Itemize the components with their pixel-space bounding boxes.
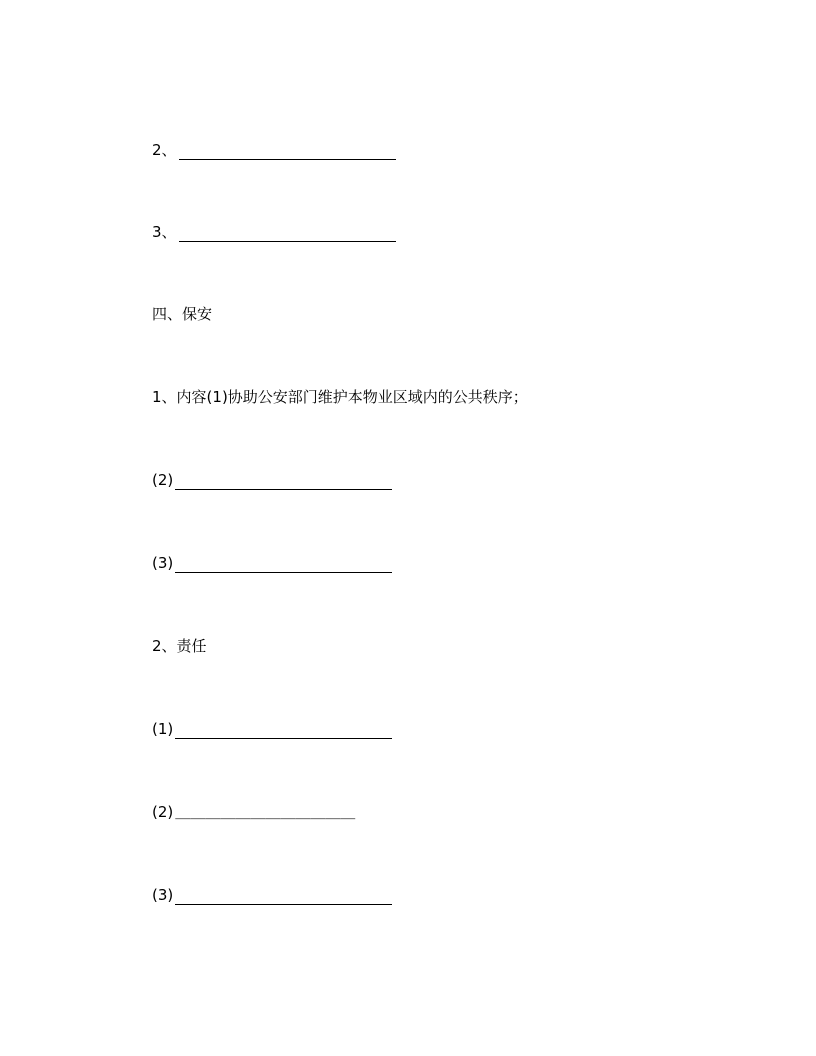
- item-label: (3): [152, 554, 174, 572]
- item-label: (2): [152, 803, 174, 821]
- section-heading-security: [152, 304, 212, 324]
- item-label: (1): [152, 720, 174, 738]
- item-2-line: [152, 140, 396, 160]
- responsibility-item-2-line: [152, 802, 355, 822]
- content-line: [152, 387, 528, 407]
- item-3-line: [152, 222, 396, 242]
- responsibility-item-3-line: [152, 885, 392, 905]
- section-heading-responsibility: [152, 636, 207, 656]
- section-heading: 四、保安: [152, 305, 213, 323]
- dashed-blank[interactable]: ＿＿＿＿＿＿＿＿＿＿＿＿: [175, 803, 356, 821]
- fill-in-blank[interactable]: [175, 722, 392, 739]
- content-text: 1、内容(1)协助公安部门维护本物业区域内的公共秩序；: [152, 388, 528, 406]
- fill-in-blank[interactable]: [175, 888, 392, 905]
- content-item-2-line: [152, 470, 392, 490]
- fill-in-blank[interactable]: [175, 556, 392, 573]
- content-item-3-line: [152, 553, 392, 573]
- responsibility-item-1-line: [152, 719, 392, 739]
- item-label: (2): [152, 471, 174, 489]
- item-label: 3、: [152, 223, 177, 241]
- fill-in-blank[interactable]: [175, 473, 392, 490]
- fill-in-blank[interactable]: [179, 225, 396, 242]
- section-heading: 2、责任: [152, 637, 207, 655]
- item-label: 2、: [152, 141, 177, 159]
- fill-in-blank[interactable]: [179, 143, 396, 160]
- item-label: (3): [152, 886, 174, 904]
